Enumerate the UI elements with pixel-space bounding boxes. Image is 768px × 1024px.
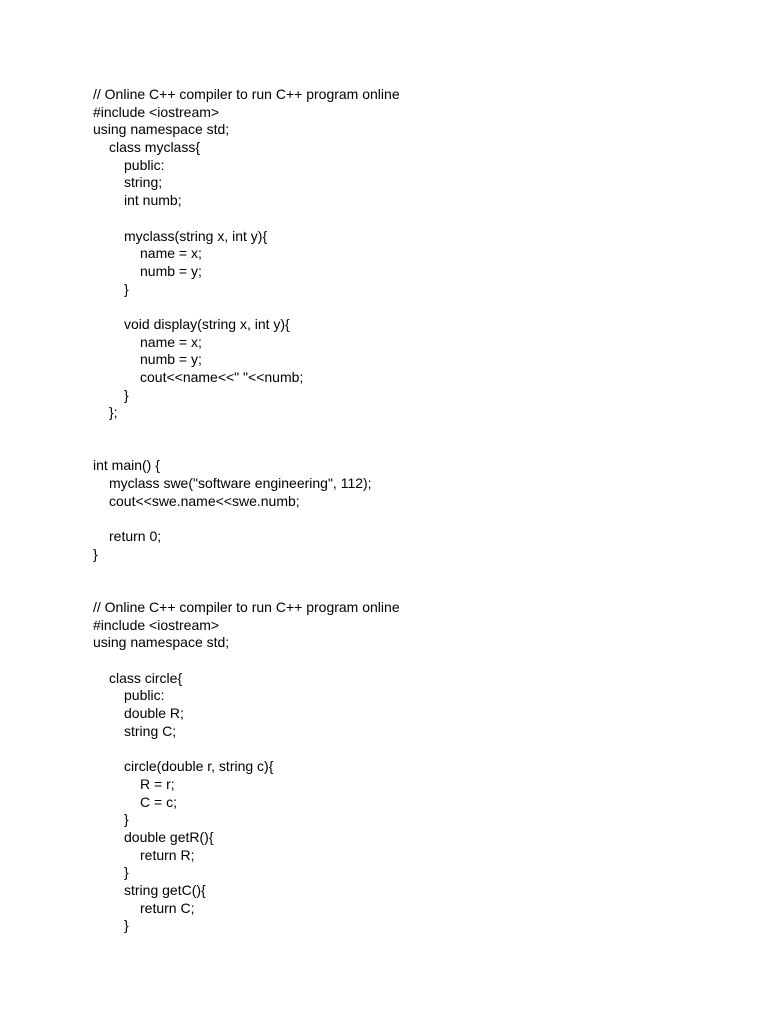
code-line: class myclass{ <box>109 139 201 156</box>
code-line: } <box>93 545 98 562</box>
code-line: R = r; <box>140 775 175 792</box>
blank-line <box>93 564 400 582</box>
code-line: }; <box>109 404 118 421</box>
code-line: #include <iostream> <box>93 616 220 633</box>
code-line: cout<<swe.name<<swe.numb; <box>109 492 300 509</box>
code-line: } <box>124 280 129 297</box>
code-line: } <box>124 386 129 403</box>
blank-line <box>93 511 400 529</box>
code-line: int main() { <box>93 457 160 474</box>
code-line: myclass(string x, int y){ <box>124 227 268 244</box>
code-line: using namespace std; <box>93 634 230 651</box>
code-line: } <box>124 811 129 828</box>
code-line: } <box>124 917 129 934</box>
blank-line <box>93 440 400 458</box>
code-line: return R; <box>140 846 195 863</box>
code-line: #include <iostream> <box>93 103 220 120</box>
code-line: numb = y; <box>140 351 202 368</box>
code-line: // Online C++ compiler to run C++ program online <box>93 86 400 102</box>
code-listing <box>93 86 400 935</box>
code-line: myclass swe("software engineering", 112); <box>109 475 372 492</box>
code-line: } <box>124 864 129 881</box>
code-line: cout<<name<<" "<<numb; <box>140 369 304 385</box>
code-line: return 0; <box>109 528 162 545</box>
blank-line <box>93 740 400 758</box>
code-line: int numb; <box>124 192 182 209</box>
blank-line <box>93 581 400 599</box>
code-line: void display(string x, int y){ <box>124 315 290 332</box>
code-line: string; <box>124 174 163 191</box>
code-line: circle(double r, string c){ <box>124 758 274 775</box>
code-line: name = x; <box>140 245 202 262</box>
code-line: public: <box>124 687 165 704</box>
code-line: class circle{ <box>109 669 183 686</box>
code-line: string getC(){ <box>124 881 206 898</box>
code-line: public: <box>124 156 165 173</box>
code-line: C = c; <box>140 793 177 810</box>
blank-line <box>93 210 400 228</box>
code-line: using namespace std; <box>93 121 230 138</box>
code-line: return C; <box>140 899 195 916</box>
blank-line <box>93 652 400 670</box>
code-line: string C; <box>124 722 177 739</box>
blank-line <box>93 422 400 440</box>
code-line: numb = y; <box>140 262 202 279</box>
code-line: double getR(){ <box>124 828 214 845</box>
blank-line <box>93 298 400 316</box>
code-line: name = x; <box>140 333 202 350</box>
code-line: // Online C++ compiler to run C++ program online <box>93 598 400 615</box>
code-line: double R; <box>124 705 184 722</box>
